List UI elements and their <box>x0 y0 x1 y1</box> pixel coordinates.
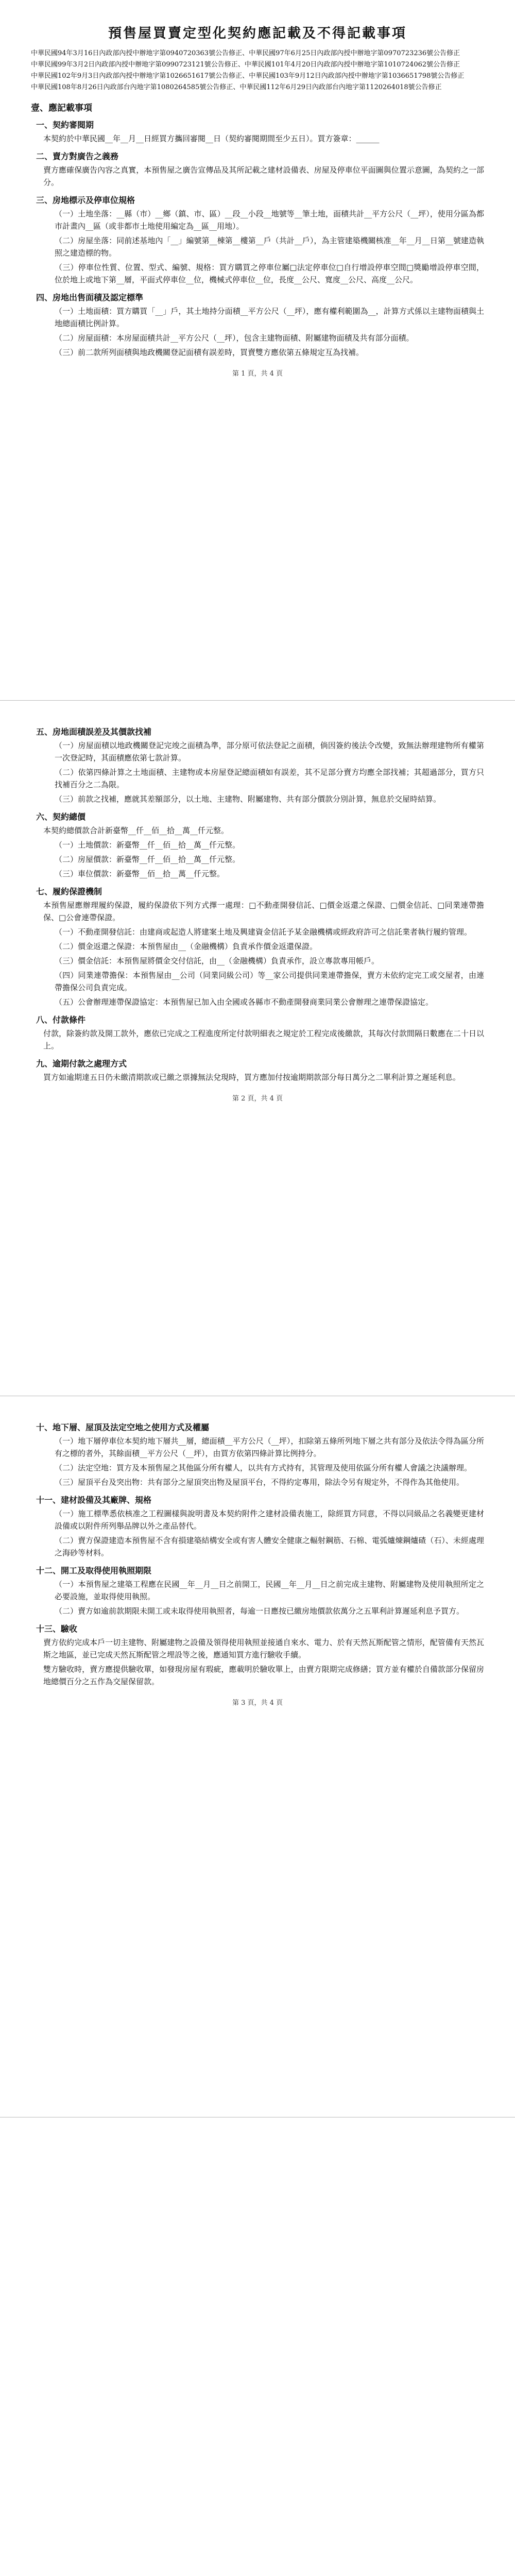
clause-text: （一）施工標準悉依核准之工程圖樣與說明書及本契約附件之建材設備表施工，除經買方同意，不得以同級品之名義變更建材設備或以附件所列舉品牌以外之產品替代。 <box>55 1509 484 1531</box>
clause-text: （三）車位價款：新臺幣__佰__拾__萬__仟元整。 <box>55 869 225 878</box>
gazette-line: 中華民國102年9月3日內政部內授中辦地字第1026651617號公告修正、中華民國103年9月12日內政部內授中辦地字第1036651798號公告修正 <box>31 72 465 80</box>
page-number: 第 3 頁，共 4 頁 <box>232 1699 283 1707</box>
clause-heading: 三、房地標示及停車位規格 <box>36 195 135 205</box>
clause-heading: 九、逾期付款之處理方式 <box>36 1059 127 1069</box>
clause-text: （一）房屋面積以地政機關登記完竣之面積為準，部分原可依法登記之面積，倘因簽約後法令改變，致無法辦理建物所有權第一次登記時，其面積應依第七款計算。 <box>55 741 484 762</box>
clause-text: （一）土地面積：買方購買「__」戶，其土地持分面積__平方公尺（__坪），應有權利範圍為__，計算方式係以主建物面積與土地總面積比例計算。 <box>55 307 484 328</box>
page-number: 第 1 頁，共 4 頁 <box>232 370 283 378</box>
clause-text: （二）房屋面積：本房屋面積共計__平方公尺（__坪），包含主建物面積、附屬建物面積及共有部分面積。 <box>55 333 414 343</box>
clause-text: （三）屋頂平台及突出物：共有部分之屋頂突出物及屋頂平台，不得約定專用，除法令另有規定外，不得作為其他使用。 <box>55 1478 465 1487</box>
clause-text: （一）本預售屋之建築工程應在民國__年__月__日之前開工，民國__年__月__日之前完成主建物、附屬建物及使用執照所定之必要設施，並取得使用執照。 <box>55 1580 484 1601</box>
clause-text: （二）房屋價款：新臺幣__仟__佰__拾__萬__仟元整。 <box>55 855 241 864</box>
gazette-line: 中華民國99年3月2日內政部內授中辦地字第0990723121號公告修正、中華民國101年4月20日內政部內授中辦地字第1010724062號公告修正 <box>31 61 460 69</box>
clause-text: （二）賣方如逾前款期限未開工或未取得使用執照者，每逾一日應按已繳房地價款依萬分之五單利計算遲延利息予買方。 <box>55 1606 465 1616</box>
clause-text: （一）不動產開發信託：由建商或起造人將建案土地及興建資金信託予某金融機構或經政府許可之信託業者執行履約管理。 <box>55 927 472 937</box>
clause-text: 本預售屋應辦理履約保證，履約保證依下列方式擇一處理：□不動產開發信託、□價金返還之保證、□價金信託、□同業連帶擔保、□公會連帶保證。 <box>43 901 484 922</box>
clause-text: 本契約於中華民國__年__月__日經買方攜回審閱__日（契約審閱期間至少五日）。買方簽章：______ <box>43 134 380 143</box>
clause-text: （二）房屋坐落：同前述基地內「__」編號第__棟第__樓第__戶（共計__戶），為主管建築機關核准__年__月__日第__號建造執照之建造標的物。 <box>55 236 484 258</box>
clause-text: （二）賣方保證建造本預售屋不含有損建築結構安全或有害人體安全健康之輻射鋼筋、石棉、電弧爐煉鋼爐碴（石）、未經處理之海砂等材料。 <box>55 1536 484 1557</box>
clause-text: （三）前款之找補，應就其差額部分，以土地、主建物、附屬建物、共有部分價款分別計算，無息於交屋時結算。 <box>55 794 441 804</box>
clause-text: （二）依第四條計算之土地面積、主建物或本房屋登記總面積如有誤差，其不足部分賣方均應全部找補；其超過部分，買方只找補百分之二為限。 <box>55 768 484 789</box>
clause-text: 賣方應確保廣告內容之真實，本預售屋之廣告宣傳品及其所記載之建材設備表、房屋及停車位平面圖與位置示意圖，為契約之一部分。 <box>43 165 484 187</box>
clause-text: 雙方驗收時，賣方應提供驗收單，如發現房屋有瑕疵，應載明於驗收單上，由賣方限期完成修繕；買方並有權於自備款部分保留房地總價百分之五作為交屋保留款。 <box>43 1665 484 1686</box>
page-number: 第 2 頁，共 4 頁 <box>232 1095 283 1103</box>
clause-text: （二）法定空地：買方及本預售屋之其他區分所有權人，以共有方式持有，其管理及使用依區分所有權人會議之決議辦理。 <box>55 1463 472 1472</box>
clause-text: （一）土地坐落：__縣（市）__鄉（鎮、市、區）__段__小段__地號等__筆土地，面積共計__平方公尺（__坪），使用分區為都市計畫內__區（或非都市土地使用編定為__區__用地）。 <box>55 209 484 231</box>
clause-heading: 六、契約總價 <box>36 812 86 822</box>
clause-text: （三）停車位性質、位置、型式、編號、規格：買方購買之停車位屬□法定停車位□自行增設停車空間□獎勵增設停車空間，位於地上或地下第__層，平面式停車位__位，機械式停車位__位，長度__公尺、寬度__公尺、高度__公尺。 <box>55 263 484 284</box>
section-heading: 壹、應記載事項 <box>31 103 92 113</box>
clause-text: （三）前二款所列面積與地政機關登記面積有誤差時，買賣雙方應依第五條規定互為找補。 <box>55 348 364 357</box>
clause-text: （一）地下層停車位本契約地下層共__層，總面積__平方公尺（__坪），扣除第五條所列地下層之共有部分及依法令得為區分所有之標的者外，其餘面積__平方公尺（__坪），由買方依第四條計算比例持分。 <box>55 1436 484 1458</box>
clause-text: （四）同業連帶擔保：本預售屋由__公司（同業同級公司）等__家公司提供同業連帶擔保，賣方未依約定完工或交屋者，由連帶擔保公司負責完成。 <box>55 971 484 992</box>
clause-heading: 四、房地出售面積及認定標準 <box>36 293 144 302</box>
clause-text: （一）土地價款：新臺幣__仟__佰__拾__萬__仟元整。 <box>55 840 241 850</box>
clause-text: （三）價金信託：本預售屋將價金交付信託，由__（金融機構）負責承作，設立專款專用帳戶。 <box>55 956 380 965</box>
clause-text: （五）公會辦理連帶保證協定：本預售屋已加入由全國或各縣市不動產開發商業同業公會辦理之連帶保證協定。 <box>55 997 434 1007</box>
clause-heading: 十二、開工及取得使用執照期限 <box>36 1566 152 1575</box>
clause-heading: 一、契約審閱期 <box>36 120 94 130</box>
clause-text: 本契約總價款合計新臺幣__仟__佰__拾__萬__仟元整。 <box>43 826 229 835</box>
clause-text: 買方如逾期達五日仍未繳清期款或已繳之票據無法兌現時，買方應加付按逾期期款部分每日萬分之二單利計算之遲延利息。 <box>43 1073 461 1082</box>
clause-text: 賣方依約完成本戶一切主建物、附屬建物之設備及領得使用執照並接通自來水、電力、於有天然瓦斯配管之情形，配管備有天然瓦斯之地區，並已完成天然瓦斯配管之埋設等之後，應通知買方進行驗收手續。 <box>43 1638 484 1659</box>
clause-heading: 十三、驗收 <box>36 1624 78 1634</box>
clause-heading: 八、付款條件 <box>36 1015 86 1025</box>
clause-heading: 二、賣方對廣告之義務 <box>36 151 119 161</box>
document-title: 預售屋買賣定型化契約應記載及不得記載事項 <box>108 26 407 41</box>
clause-heading: 十一、建材設備及其廠牌、規格 <box>36 1495 152 1505</box>
clause-heading: 七、履約保證機制 <box>36 887 102 896</box>
clause-heading: 十、地下層、屋頂及法定空地之使用方式及權屬 <box>36 1422 210 1432</box>
document-page-1 <box>0 0 515 701</box>
clause-heading: 五、房地面積誤差及其價款找補 <box>36 727 152 737</box>
document-page-2 <box>0 701 515 1396</box>
gazette-line: 中華民國108年8月26日內政部台內地字第1080264585號公告修正、中華民國112年6月29日內政部台內地字第1120264018號公告修正 <box>31 83 442 91</box>
document-page-3 <box>0 1396 515 2117</box>
gazette-line: 中華民國94年3月16日內政部內授中辦地字第0940720363號公告修正、中華民國97年6月25日內政部內授中辦地字第0970723236號公告修正 <box>31 49 460 57</box>
clause-text: （二）價金返還之保證：本預售屋由__（金融機構）負責承作價金返還保證。 <box>55 942 318 951</box>
clause-text: 付款，除簽約款及開工款外，應依已完成之工程進度所定付款明細表之規定於工程完成後繳款，其每次付款間隔日數應在二十日以上。 <box>43 1029 484 1050</box>
